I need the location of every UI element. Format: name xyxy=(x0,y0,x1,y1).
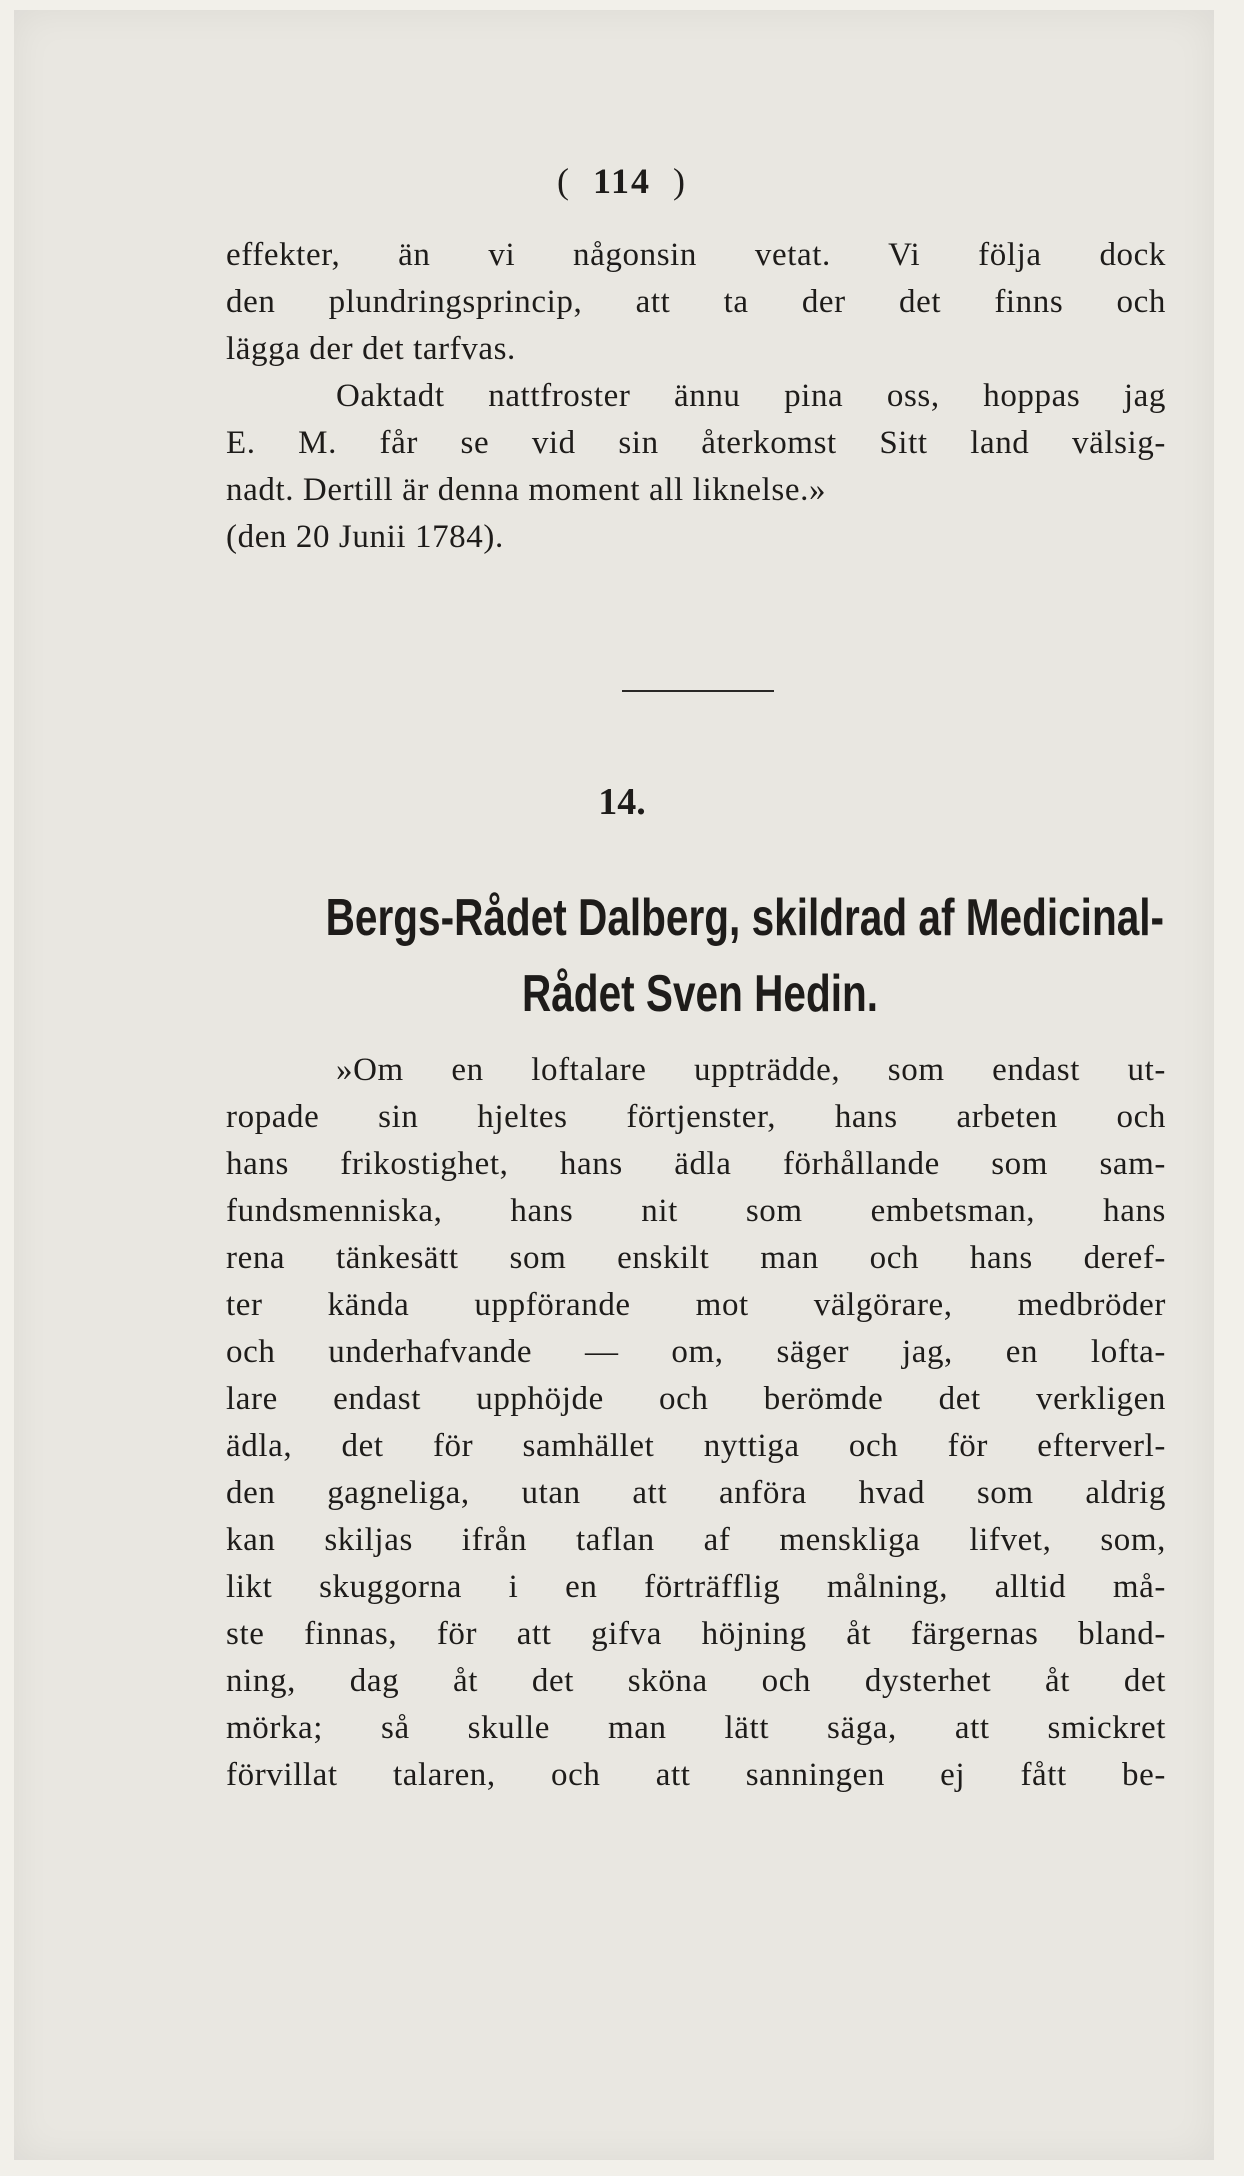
section-title-line: Bergs-Rådet Dalberg, skildrad af Medicinal- xyxy=(325,889,1165,947)
page-number-value: 114 xyxy=(592,161,651,201)
text-line: lare endast upphöjde och berömde det verkligen xyxy=(226,1381,1166,1417)
text-line: E. M. får se vid sin återkomst Sitt land välsig- xyxy=(226,425,1166,461)
continued-text-block xyxy=(226,232,1166,561)
text-line: rena tänkesätt som enskilt man och hans deref- xyxy=(226,1240,1166,1276)
text-line: hans frikostighet, hans ädla förhållande som sam- xyxy=(226,1146,1166,1182)
body-text-block xyxy=(226,1047,1166,1799)
text-line: »Om en loftalare uppträdde, som endast ut- xyxy=(336,1052,1166,1088)
text-line: kan skiljas ifrån taflan af menskliga lifvet, som, xyxy=(226,1522,1166,1558)
text-line: fundsmenniska, hans nit som embetsman, hans xyxy=(226,1193,1166,1229)
text-line: ste finnas, för att gifva höjning åt färgernas bland- xyxy=(226,1616,1166,1652)
section-title xyxy=(325,880,1165,1032)
section-divider xyxy=(622,690,774,692)
text-line: effekter, än vi någonsin vetat. Vi följa dock xyxy=(226,237,1166,273)
text-line: den gagneliga, utan att anföra hvad som aldrig xyxy=(226,1475,1166,1511)
text-line: ädla, det för samhället nyttiga och för efterverl- xyxy=(226,1428,1166,1464)
text-line: (den 20 Junii 1784). xyxy=(226,519,504,555)
text-line: ning, dag åt det sköna och dysterhet åt det xyxy=(226,1663,1166,1699)
page-number-open-paren: ( xyxy=(556,161,571,201)
section-number: 14. xyxy=(598,781,646,823)
text-line: nadt. Dertill är denna moment all liknelse.» xyxy=(226,472,827,508)
text-line: och underhafvande — om, säger jag, en lofta- xyxy=(226,1334,1166,1370)
text-line: likt skuggorna i en förträfflig målning, alltid må- xyxy=(226,1569,1166,1605)
text-line: förvillat talaren, och att sanningen ej fått be- xyxy=(226,1757,1166,1793)
section-title-line: Rådet Sven Hedin. xyxy=(521,965,879,1023)
text-line: Oaktadt nattfroster ännu pina oss, hoppas jag xyxy=(336,378,1166,414)
page-number-close-paren: ) xyxy=(673,161,687,201)
text-line: den plundringsprincip, att ta der det finns och xyxy=(226,284,1166,320)
text-line: ter kända uppförande mot välgörare, medbröder xyxy=(226,1287,1166,1323)
text-line: mörka; så skulle man lätt säga, att smickret xyxy=(226,1710,1166,1746)
page-number xyxy=(0,160,1244,202)
text-line: ropade sin hjeltes förtjenster, hans arbeten och xyxy=(226,1099,1166,1135)
text-line: lägga der det tarfvas. xyxy=(226,331,516,367)
